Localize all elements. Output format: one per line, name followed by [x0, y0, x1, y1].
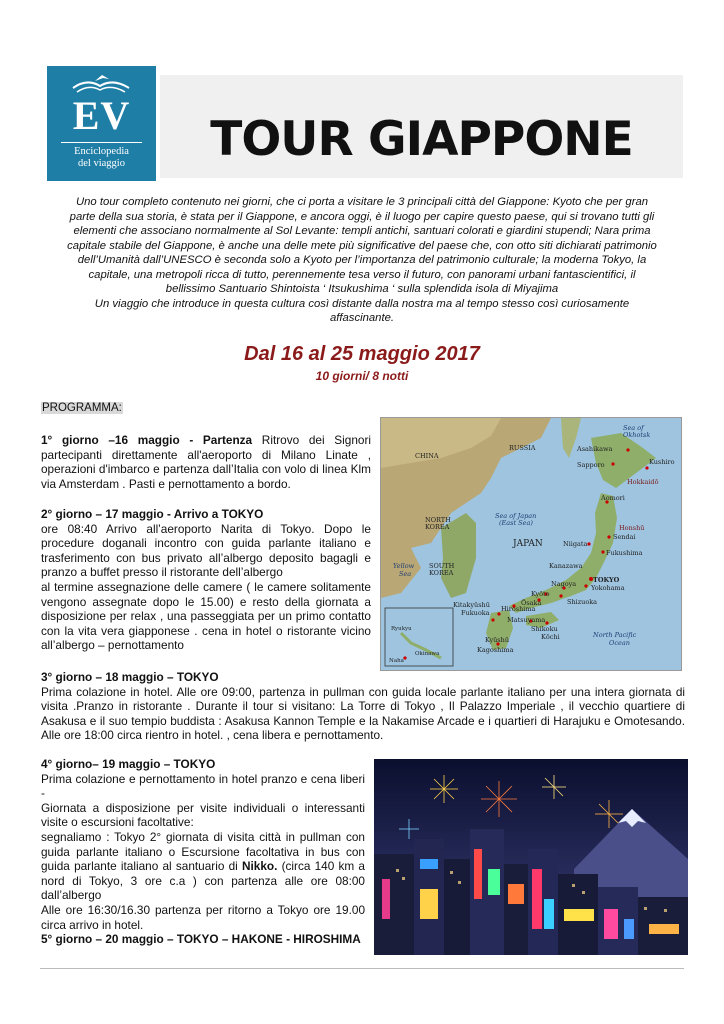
map-label-okinawa: Okinawa — [415, 651, 440, 657]
map-label-nagoya: Nagoya — [551, 580, 577, 588]
day-4-p3-text-end: (circa 140 km a nord di Tokyo, 3 ore c.a ) con partenza alle ore 08:00 dall’albergo — [41, 859, 365, 903]
map-graphic — [381, 418, 681, 670]
day-4-heading: 4° giorno– 19 maggio – TOKYO — [41, 757, 216, 771]
tour-dates: Dal 16 al 25 maggio 2017 — [244, 343, 480, 365]
tokyo-night-photo — [374, 759, 688, 955]
map-label-sendai: Sendai — [613, 533, 636, 541]
map-label-russia: RUSSIA — [509, 444, 536, 452]
intro-line: bellissimo Santuario Shintoista ‘ Itsukushima ‘ sulla splendida isola di Miyajima — [165, 283, 559, 295]
map-label-kushiro: Kushiro — [649, 458, 675, 466]
map-label-fukuoka: Fukuoka — [461, 609, 490, 617]
map-label-hiroshima: Hiroshima — [501, 605, 536, 613]
map-label-south-korea-2: KOREA — [429, 569, 454, 577]
day-4-p3-text: segnaliamo : Tokyo 2° giornata di visita città in pullman con guida parlante italiano o Escursione facoltativa in bus con guida parlante italiano al santuario di — [41, 829, 365, 874]
intro-line: elementi che associano normalmente al Sol Levante: templi antichi, santuari colorati e giardini stupendi; Nara prima — [73, 225, 651, 237]
logo-rule — [61, 142, 142, 143]
map-label-shikoku: Shikoku — [531, 625, 558, 633]
map-label-hokkaido: Hokkaidō — [627, 478, 659, 486]
day-2-heading: 2° giorno – 17 maggio - Arrivo a TOKYO — [41, 507, 264, 521]
day-3-heading: 3° giorno – 18 maggio – TOKYO — [41, 670, 219, 684]
map-label-niigata: Niigata — [563, 540, 588, 548]
logo-letters: EV — [72, 93, 131, 138]
map-label-kochi: Kōchi — [541, 633, 560, 641]
map-label-japan: JAPAN — [513, 539, 543, 549]
logo — [47, 66, 156, 181]
logo-line2: del viaggio — [78, 158, 125, 169]
map-label-asahikawa: Asahikawa — [577, 445, 613, 453]
map-label-shizuoka: Shizuoka — [567, 598, 598, 606]
intro-line: dell’Umanità dall’UNESCO è seconda solo a Kyoto per l’importanza del patrimonio culturale; la moderna Tokyo, la — [77, 254, 647, 266]
tour-duration: 10 giorni/ 8 notti — [315, 369, 409, 383]
map-label-pacific-2: Ocean — [609, 639, 630, 647]
day-4-p3 — [41, 830, 365, 903]
day-4-p4: Alle ore 16:30/16.30 partenza per ritorno a Tokyo ore 19.00 circa arrivo in hotel. — [41, 902, 365, 932]
intro-line: Uno tour completo contenuto nei giorni, che ci porta a visitare le 3 principali città del Giappone: Kyoto che per gran — [75, 196, 649, 208]
logo-brand — [47, 146, 156, 170]
map-label-yokohama: Yokohama — [591, 584, 625, 592]
day-4-p2: Giornata a disposizione per visite individuali o interessanti visite o escursioni facoltative: — [41, 800, 365, 830]
japan-map — [380, 417, 682, 671]
day-2 — [41, 507, 371, 653]
map-label-sea-japan-1: Sea of Japan — [495, 512, 537, 520]
footer-divider — [40, 968, 684, 969]
intro-line: capitale stabile del Giappone, è anche una delle mete più significative del paese che, con otto siti dichiarati patrimonio — [67, 239, 657, 252]
map-label-kyushu: Kyūshū — [485, 636, 510, 644]
page-title: TOUR GIAPPONE — [210, 112, 633, 167]
map-label-kitakyushu: Kitakyūshū — [453, 601, 490, 609]
map-label-yellow-sea-2: Sea — [399, 570, 412, 578]
intro-line: parte della sua storia, è stata per il Giappone, e ancora oggi, è il luogo per capire questo paese, qui si trovano tutti gli — [69, 210, 655, 223]
intro-paragraph — [40, 195, 684, 326]
day-4-p1: Prima colazione e pernottamento in hotel pranzo e cena liberi - — [41, 771, 365, 801]
logo-line1: Enciclopedia — [74, 146, 129, 157]
map-label-tokyo: TOKYO — [593, 576, 620, 584]
day-5-heading: 5° giorno – 20 maggio – TOKYO – HAKONE - HIROSHIMA — [41, 932, 361, 947]
map-label-south-korea-1: SOUTH — [429, 562, 455, 570]
book-icon — [69, 72, 133, 94]
day-3 — [41, 670, 685, 743]
map-label-sea-okhotsk-1: Sea of — [623, 424, 644, 432]
map-label-sea-japan-2: (East Sea) — [499, 519, 533, 527]
day-3-text: Prima colazione in hotel. Alle ore 09:00, partenza in pullman con guida locale parlante italiano per una intera giornata di visita .Pranzo in ristorante . Durante il tour si visitano: La Torre di Tokyo , Il Palazzo Imperiale , il vecchio quartiere di Asakusa e il suo tempio buddista : Asakusa Kannon Temple e la Nakamise Arcade e i quartieri di Harajuku e Omotesando. Alle ore 18:00 circa rientro in hotel. , cena libera e pernottamento. — [41, 684, 685, 743]
map-label-sapporo: Sapporo — [577, 461, 605, 469]
map-label-china: CHINA — [415, 452, 439, 460]
map-label-pacific-1: North Pacific — [593, 631, 637, 639]
map-label-north-korea-2: KOREA — [425, 523, 450, 531]
intro-line: affascinante. — [329, 312, 395, 324]
map-label-ryukyu: Ryukyu — [391, 626, 412, 632]
map-label-honshu: Honshū — [619, 524, 645, 532]
map-label-yellow-sea-1: Yellow — [393, 562, 415, 570]
day-4-nikko: Nikko. — [241, 859, 278, 874]
programma-label: PROGRAMMA: — [42, 402, 122, 414]
map-label-north-korea-1: NORTH — [425, 516, 451, 524]
intro-line: Un viaggio che introduce in questa cultura così distante dalla nostra ma al tempo stesso così curiosamente — [94, 297, 630, 310]
day-2-text: ore 08:40 Arrivo all’aeroporto Narita di Tokyo. Dopo le procedure doganali incontro con guida parlante italiano e trasferimento con bus privato all’albergo deposito bagagli e pranzo a buffet presso il ristorante dell’albergo — [41, 521, 371, 580]
day-1 — [41, 433, 371, 491]
map-label-kyoto: Kyōto — [531, 590, 550, 598]
map-label-sea-okhotsk-2: Okhotsk — [623, 431, 651, 439]
day-1-text: Ritrovo dei Signori partecipanti direttamente all'aeroporto di Milano Linate , operazioni d'imbarco e partenza dall’Italia con volo di linea Klm via Amsterdam . Pasti e pernottamento a bordo. — [41, 433, 372, 491]
day-4 — [41, 757, 365, 947]
map-label-osaka: Ōsaka — [521, 599, 542, 607]
map-label-naha: Naha — [389, 658, 404, 664]
intro-line: capitale, una metropoli ricca di tutto, perennemente tesa verso il futuro, con panorami urbani fantascientifici, il — [88, 268, 636, 281]
map-label-matsuyama: Matsuyama — [507, 616, 546, 624]
day-1-heading: 1° giorno –16 maggio - Partenza — [41, 433, 253, 447]
map-label-kanazawa: Kanazawa — [549, 562, 583, 570]
tokyo-night-image — [374, 759, 688, 955]
map-label-fukushima: Fukushima — [606, 549, 643, 557]
day-2-text-2: al termine assegnazione delle camere ( le camere solitamente vengono assegnate dopo le 15.00) e resto della giornata a disposizione per relax , una passeggiata per un primo contatto con la vita vera giapponese . cena in hotel o ristorante vicino all’albergo – pernottamento — [41, 579, 371, 653]
map-label-kagoshima: Kagoshima — [477, 646, 514, 654]
map-label-aomori: Aomori — [601, 494, 625, 502]
